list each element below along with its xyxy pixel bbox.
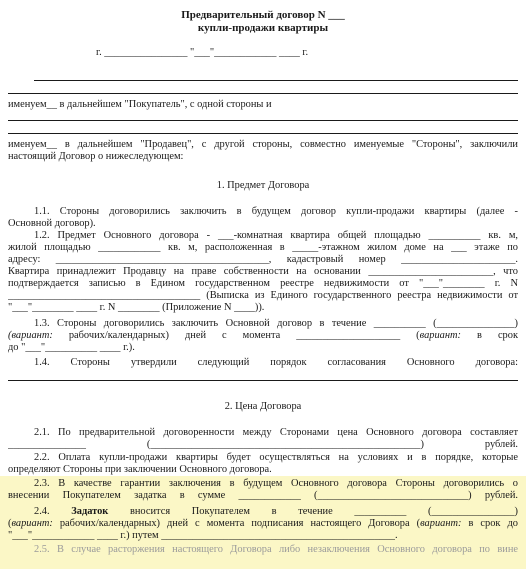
clause-2-4-keyword: Задаток: [71, 506, 109, 517]
clause-1-2: 1.2. Предмет Основного договора - ___-комнатная квартира общей площадью __________ кв. м,: [34, 230, 518, 241]
clause-1-3-line2: (вариант: рабочих/календарных) дней с момента ____________________ (вариант: в срок: [8, 330, 518, 341]
clause-2-4-number: 2.4.: [34, 506, 50, 517]
clause-2-4-text: вносится Покупателем в течение __________ (________________): [129, 506, 518, 517]
blank-line: [8, 380, 518, 381]
document-subtitle: купли-продажи квартиры: [197, 22, 329, 34]
clause-1-2-line7: "___"________ ____ г. N ________ (Приложение N ____)).: [8, 302, 265, 313]
blank-line: [8, 93, 518, 94]
section1-heading: 1. Предмет Договора: [216, 180, 310, 191]
clause-2-1-line2: _______________ (____________________________________________________) рублей.: [8, 439, 518, 450]
clause-1-2-line6: _____________________________________ (Выписка из Единого государственного реестра недвижимости от: [8, 290, 518, 301]
clause-1-1: 1.1. Стороны договорились заключить в будущем договор купли-продажи квартиры (далее -: [34, 206, 518, 217]
place-date-line: г. ________________ "___"____________ ____ г.: [96, 47, 309, 58]
clause-1-2-line2: жилой площадью ____________ кв. м, расположенная в _____-этажном жилом доме на ___ этаже по: [8, 242, 518, 253]
blank-line: [8, 120, 518, 121]
blank-line: [34, 80, 518, 81]
clause-2-4-line3: "___"____________ ____ г.) путем _____________________________________________.: [8, 530, 398, 541]
party1-intro: именуем__ в дальнейшем "Покупатель", с одной стороны и: [8, 99, 272, 110]
clause-2-4-line2: (вариант: рабочих/календарных) дней с момента подписания настоящего Договора (вариант: в срок до: [8, 518, 518, 529]
party2-intro: именуем__ в дальнейшем "Продавец", с другой стороны, совместно именуемые "Стороны", заключили: [8, 139, 518, 150]
clause-2-3-line2: внесении Покупателем задатка в сумме ____________ (_____________________________) рублей.: [8, 490, 518, 501]
clause-1-1-cont: Основной договор).: [8, 218, 96, 229]
clause-2-2-line2: определяют Стороны при заключении Основного договора.: [8, 464, 272, 475]
clause-1-4: 1.4. Стороны утвердили следующий порядок согласования Основного договора:: [34, 357, 518, 368]
party2-intro-cont: настоящий Договор о нижеследующем:: [8, 151, 184, 162]
clause-1-2-line5: подтверждается записью в Едином государственном реестре недвижимости от "___"________ г. N: [8, 278, 518, 289]
section2-heading: 2. Цена Договора: [224, 401, 302, 412]
document-title: Предварительный договор N ___: [181, 9, 345, 21]
clause-2-5: 2.5. В случае расторжения настоящего Договора либо незаключения Основного договора по вине: [34, 544, 518, 555]
clause-1-3-line3: до "___"__________ ____ г.).: [8, 342, 135, 353]
clause-1-2-line3: адресу: _________________________________________, кадастровый номер ______________________.: [8, 254, 518, 265]
clause-2-2: 2.2. Оплата купли-продажи квартиры будет осуществляться на условиях и в порядке, которые: [34, 452, 518, 463]
blank-line: [8, 133, 518, 134]
clause-2-3: 2.3. В качестве гарантии заключения в будущем Основного договора Стороны договорились о: [34, 478, 518, 489]
clause-2-1: 2.1. По предварительной договоренности между Сторонами цена Основного договора составляет: [34, 427, 518, 438]
clause-1-3: 1.3. Стороны договорились заключить Основной договор в течение __________ (_______________): [34, 318, 518, 329]
clause-1-2-line4: Квартира принадлежит Продавцу на праве собственности на основании ________________________, что: [8, 266, 518, 277]
clause-2-4: [34, 506, 518, 518]
